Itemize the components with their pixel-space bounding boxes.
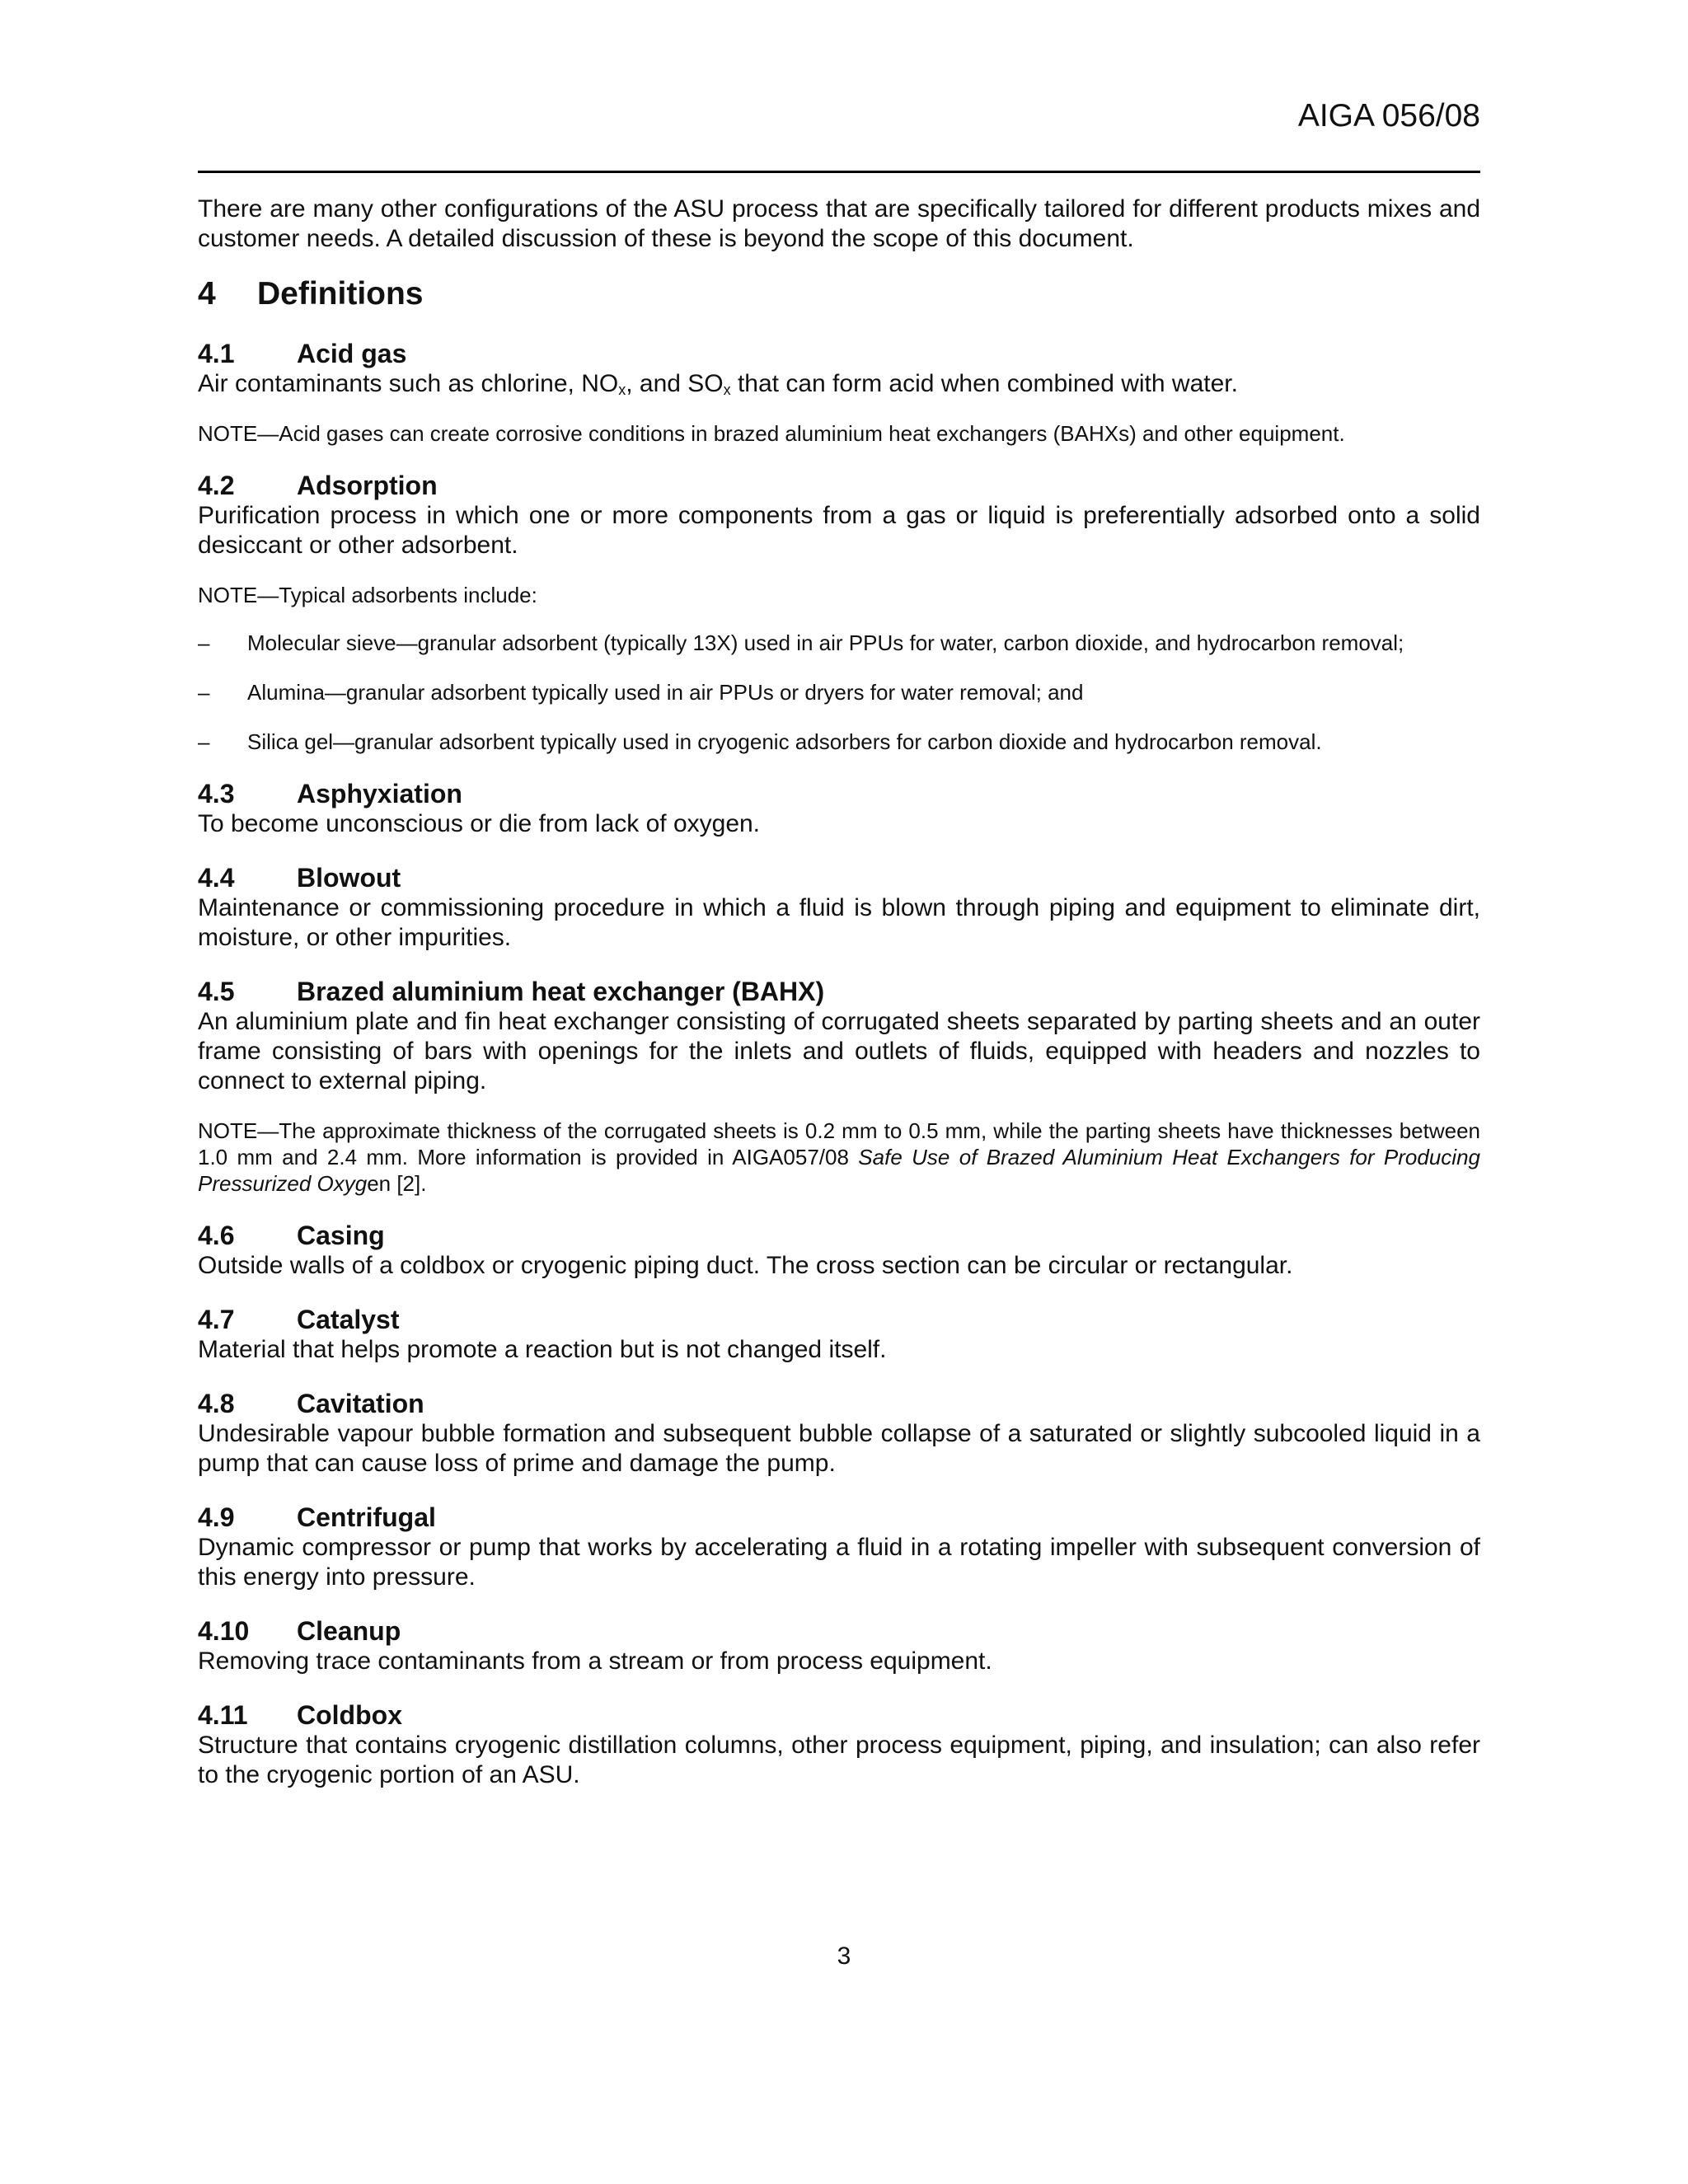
list-item-text: Molecular sieve—granular adsorbent (typically 13X) used in air PPUs for water, carbon dioxide, and hydrocarbon removal;: [247, 630, 1404, 655]
definition-heading: [198, 1220, 1480, 1251]
header-divider: [198, 171, 1480, 173]
definition-note: NOTE—Acid gases can create corrosive conditions in brazed aluminium heat exchangers (BAHXs) and other equipment.: [198, 421, 1345, 446]
definition-adsorption: [198, 470, 1480, 755]
definition-cavitation: [198, 1388, 1480, 1479]
definition-title: Blowout: [297, 863, 401, 893]
definition-note: NOTE—Typical adsorbents include:: [198, 583, 537, 607]
definition-title: Acid gas: [297, 339, 407, 368]
definition-note: [198, 1118, 1480, 1197]
definition-number: 4.6: [198, 1221, 235, 1250]
definition-heading: [198, 1502, 1480, 1533]
definition-text: To become unconscious or die from lack of oxygen.: [198, 810, 761, 837]
definition-text-part: Air contaminants such as chlorine, NO: [198, 370, 619, 397]
definition-title: Casing: [297, 1221, 385, 1250]
definition-blowout: [198, 862, 1480, 953]
list-dash: –: [198, 729, 210, 754]
definition-number: 4.9: [198, 1502, 235, 1532]
definition-heading: [198, 976, 1480, 1007]
list-item-text: Silica gel—granular adsorbent typically used in cryogenic adsorbers for carbon dioxide and hydrocarbon removal.: [247, 729, 1322, 754]
note-text-part: en [2].: [367, 1171, 427, 1196]
definition-text: Material that helps promote a reaction but is not changed itself.: [198, 1336, 887, 1363]
definition-title: Adsorption: [297, 471, 438, 500]
definition-heading: [198, 1304, 1480, 1335]
definition-cleanup: [198, 1615, 1480, 1676]
page-number: 3: [837, 1943, 851, 1970]
definition-number: 4.8: [198, 1389, 235, 1418]
definition-text: Outside walls of a coldbox or cryogenic piping duct. The cross section can be circular or rectangular.: [198, 1252, 1293, 1279]
list-item: [198, 729, 1480, 755]
definition-text-part: , and SO: [626, 370, 724, 397]
definition-acid-gas: [198, 338, 1480, 447]
intro-paragraph: There are many other configurations of the ASU process that are specifically tailored for different products mixes and customer needs. A detailed discussion of these is beyond the scope of this document.: [198, 195, 1480, 252]
definition-title: Brazed aluminium heat exchanger (BAHX): [297, 977, 825, 1006]
definition-text: Undesirable vapour bubble formation and subsequent bubble collapse of a saturated or slightly subcooled liquid in a pump that can cause loss of prime and damage the pump.: [198, 1420, 1480, 1477]
section-number: 4: [198, 276, 216, 312]
definition-bahx: [198, 976, 1480, 1197]
definition-heading: [198, 470, 1480, 501]
definition-catalyst: [198, 1304, 1480, 1365]
list-dash: –: [198, 680, 210, 705]
definition-asphyxiation: [198, 778, 1480, 839]
list-item: [198, 630, 1480, 656]
definition-title: Cleanup: [297, 1616, 401, 1646]
definition-heading: [198, 778, 1480, 809]
definition-number: 4.11: [198, 1700, 248, 1730]
definition-text: [198, 369, 1480, 399]
definition-heading: [198, 1388, 1480, 1419]
referenced-document-title: Safe Use of Brazed Aluminium Heat Exchangers for Producing Pressurized Oxyg: [198, 1145, 1480, 1196]
definition-heading: [198, 1615, 1480, 1647]
definition-number: 4.7: [198, 1305, 235, 1334]
definition-text: An aluminium plate and fin heat exchanger consisting of corrugated sheets separated by parting sheets and an outer frame consisting of bars with openings for the inlets and outlets of fluids, equipped with headers and nozzles to connect to external piping.: [198, 1008, 1480, 1094]
definition-casing: [198, 1220, 1480, 1281]
definition-number: 4.5: [198, 977, 235, 1006]
note-text-part: NOTE—The approximate thickness of the corrugated sheets is 0.2 mm to 0.5 mm, while the parting sheets have thicknesses between 1.0 mm and 2.4 mm. More information is provided in AIGA057/08: [198, 1118, 1480, 1169]
definition-title: Asphyxiation: [297, 779, 462, 808]
definition-centrifugal: [198, 1502, 1480, 1592]
section-title: Definitions: [257, 276, 424, 312]
definition-number: 4.3: [198, 779, 235, 808]
definition-number: 4.4: [198, 863, 235, 893]
definition-text: Dynamic compressor or pump that works by accelerating a fluid in a rotating impeller with subsequent conversion of this energy into pressure.: [198, 1534, 1480, 1591]
list-item-text: Alumina—granular adsorbent typically used in air PPUs or dryers for water removal; and: [247, 680, 1084, 705]
page-content: [198, 194, 1480, 1813]
definition-title: Centrifugal: [297, 1502, 436, 1532]
section-heading: [198, 275, 1480, 313]
definition-number: 4.1: [198, 339, 235, 368]
definition-title: Coldbox: [297, 1700, 402, 1730]
subscript: x: [723, 382, 731, 398]
subscript: x: [618, 382, 626, 398]
adsorbent-list: [198, 630, 1480, 755]
definition-text: Removing trace contaminants from a stream or from process equipment.: [198, 1647, 992, 1675]
definition-heading: [198, 1699, 1480, 1731]
definition-title: Cavitation: [297, 1389, 424, 1418]
definition-text: Maintenance or commissioning procedure in which a fluid is blown through piping and equipment to eliminate dirt, moisture, or other impurities.: [198, 894, 1480, 951]
definition-title: Catalyst: [297, 1305, 400, 1334]
definition-number: 4.10: [198, 1616, 250, 1646]
definition-heading: [198, 338, 1480, 369]
definition-coldbox: [198, 1699, 1480, 1790]
definition-heading: [198, 862, 1480, 893]
definition-number: 4.2: [198, 471, 235, 500]
document-code: AIGA 056/08: [1297, 98, 1480, 134]
list-dash: –: [198, 630, 210, 655]
definition-text-part: that can form acid when combined with water.: [730, 370, 1238, 397]
definition-text: Purification process in which one or more components from a gas or liquid is preferentially adsorbed onto a solid desiccant or other adsorbent.: [198, 502, 1480, 559]
list-item: [198, 679, 1480, 705]
definition-text: Structure that contains cryogenic distillation columns, other process equipment, piping, and insulation; can also refer to the cryogenic portion of an ASU.: [198, 1732, 1480, 1788]
